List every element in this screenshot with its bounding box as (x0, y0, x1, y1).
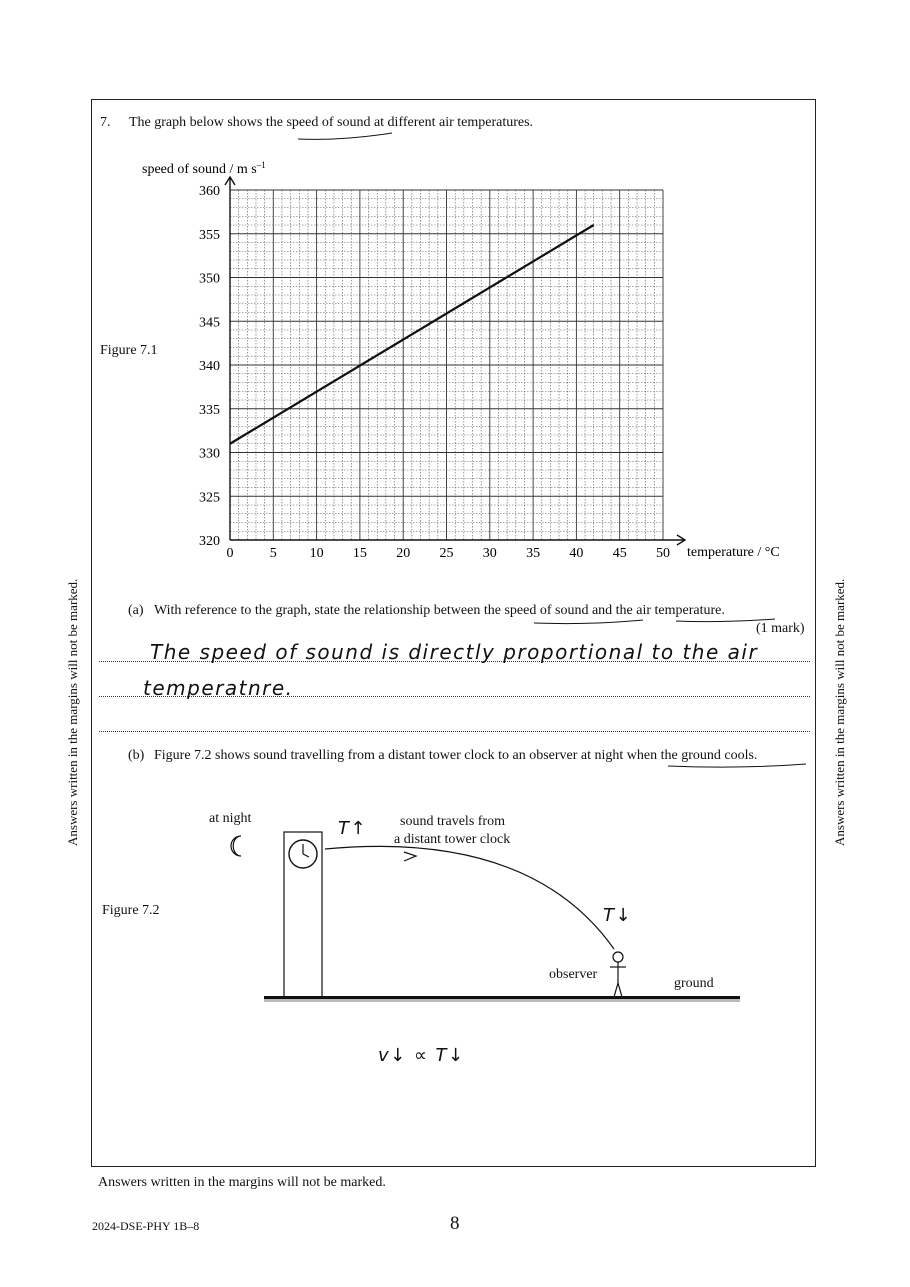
moon-icon (231, 836, 241, 856)
x-tick-label: 20 (396, 546, 411, 561)
part-b-label: (b) (128, 748, 145, 763)
ground-label: ground (674, 976, 714, 991)
at-night-label: at night (209, 811, 252, 826)
y-tick-label: 335 (199, 402, 220, 418)
footer-margin-note: Answers written in the margins will not be marked. (98, 1175, 386, 1190)
sound-label-line1: sound travels from (400, 814, 505, 829)
part-a-label: (a) (128, 603, 144, 618)
question-intro: The graph below shows the speed of sound at different air temperatures. (129, 115, 534, 130)
part-a-marks: (1 mark) (756, 621, 805, 636)
x-tick-label: 35 (526, 546, 541, 561)
handwritten-note-bottom: v↓ ∝ T↓ (378, 1045, 465, 1066)
y-tick-label: 355 (199, 227, 220, 243)
x-axis-label: temperature / °C (687, 545, 780, 560)
part-b-text: Figure 7.2 shows sound travelling from a distant tower clock to an observer at night when the ground cools. (154, 748, 758, 763)
figure-7-2-label: Figure 7.2 (102, 903, 160, 918)
question-number: 7. (100, 115, 111, 130)
answer-handwriting-line2: temperatnre. (143, 676, 294, 700)
x-tick-label: 10 (309, 546, 324, 561)
answer-handwriting-line1: The speed of sound is directly proportional to the air (150, 640, 759, 664)
figure-7-1-label: Figure 7.1 (100, 343, 158, 358)
tower-clock (284, 832, 322, 997)
y-tick-label: 325 (199, 490, 220, 506)
x-tick-label: 5 (269, 546, 277, 561)
observer-label: observer (549, 967, 598, 982)
sound-path (325, 846, 614, 949)
x-tick-label: 0 (226, 546, 234, 561)
x-tick-label: 50 (656, 546, 670, 561)
y-tick-label: 360 (199, 184, 220, 199)
observer-figure (610, 952, 626, 997)
x-tick-label: 45 (612, 546, 627, 561)
margin-note-left: Answers written in the margins will not be marked. (65, 578, 80, 846)
sound-label-line2: a distant tower clock (394, 832, 511, 847)
handwritten-note-top: T↑ (338, 818, 368, 839)
y-tick-label: 345 (199, 315, 220, 331)
x-tick-label: 25 (439, 546, 454, 561)
x-tick-label: 15 (352, 546, 367, 561)
y-tick-label: 320 (199, 534, 220, 549)
paper-code: 2024-DSE-PHY 1B–8 (92, 1219, 200, 1233)
x-tick-label: 30 (482, 546, 497, 561)
x-tick-label: 40 (569, 546, 584, 561)
y-axis-label: speed of sound / m $s^{-1}$ (142, 160, 266, 177)
handwritten-note-observer: T↓ (603, 905, 633, 926)
margin-note-right: Answers written in the margins will not be marked. (832, 578, 847, 846)
y-tick-label: 330 (199, 446, 220, 462)
ground-line (264, 996, 740, 1002)
y-tick-label: 340 (199, 359, 220, 374)
part-a-text: With reference to the graph, state the relationship between the speed of sound and the air temperature. (154, 603, 725, 618)
y-tick-label: 350 (199, 271, 220, 287)
page-number: 8 (450, 1213, 460, 1234)
